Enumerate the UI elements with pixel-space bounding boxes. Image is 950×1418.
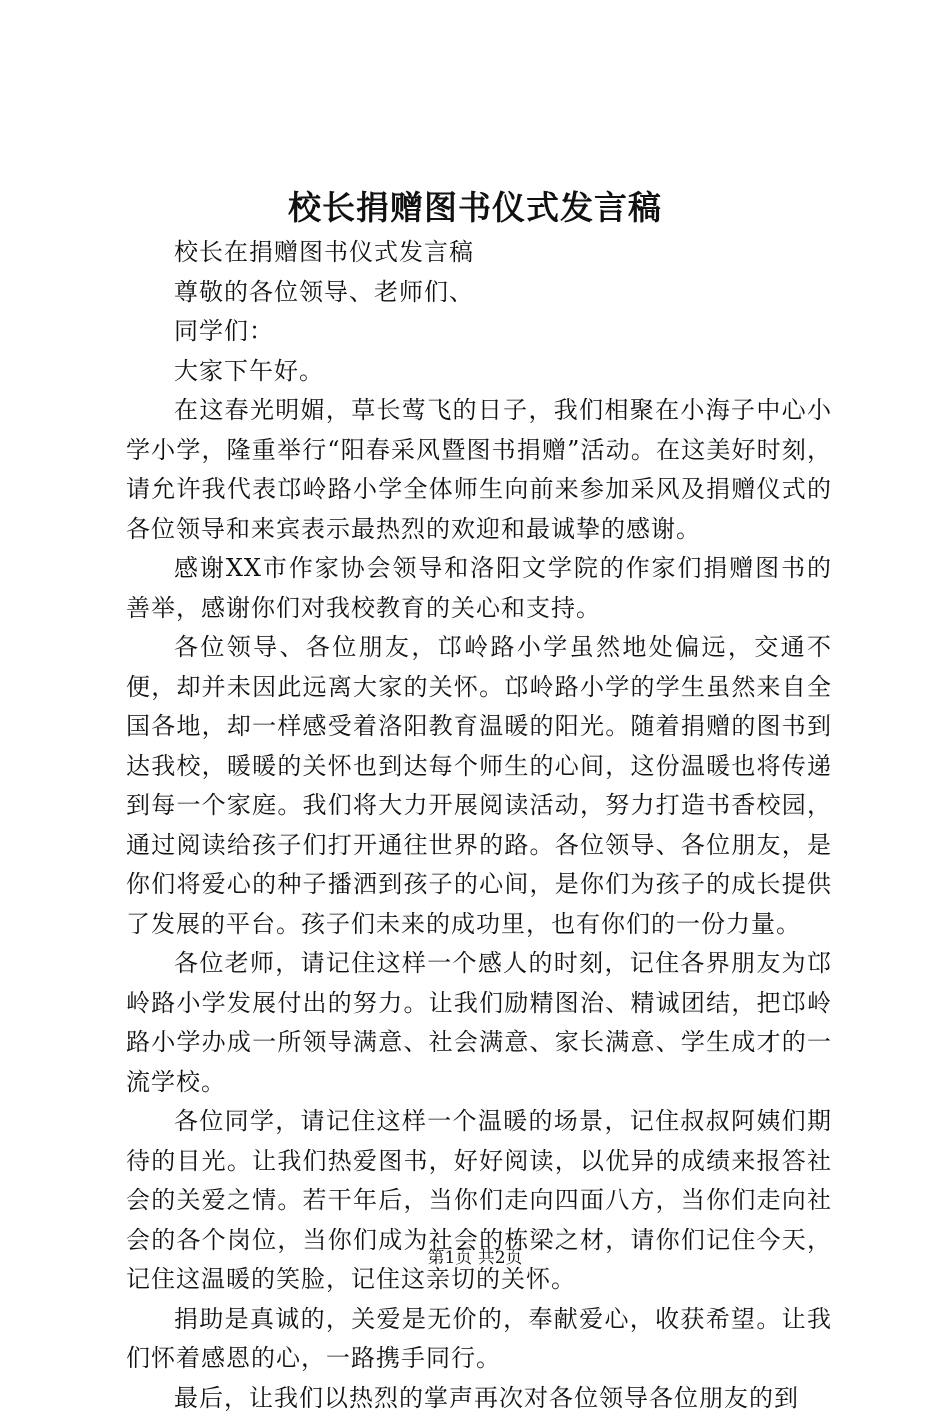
paragraph-thanks: 感谢XX市作家协会领导和洛阳文学院的作家们捐赠图书的善举，感谢你们对我校教育的关心和支持。 <box>126 549 832 628</box>
page-number-footer: 第1页 共2页 <box>0 1247 950 1269</box>
paragraph-subtitle: 校长在捐赠图书仪式发言稿 <box>126 233 832 273</box>
paragraph-closing: 最后，让我们以热烈的掌声再次对各位领导各位朋友的到 <box>126 1379 832 1418</box>
paragraph-donation: 捐助是真诚的，关爱是无价的，奉献爱心，收获希望。让我们怀着感恩的心，一路携手同行。 <box>126 1300 832 1379</box>
paragraph-students: 各位同学，请记住这样一个温暖的场景，记住叔叔阿姨们期待的目光。让我们热爱图书，好好阅读，以优异的成绩来报答社会的关爱之情。若干年后，当你们走向四面八方，当你们走向社会的各个岗位，当你们成为社会的栋梁之材，请你们记住今天，记住这温暖的笑脸，记住这亲切的关怀。 <box>126 1102 832 1300</box>
paragraph-teachers: 各位老师，请记住这样一个感人的时刻，记住各界朋友为邙岭路小学发展付出的努力。让我们励精图治、精诚团结，把邙岭路小学办成一所领导满意、社会满意、家长满意、学生成才的一流学校。 <box>126 944 832 1102</box>
paragraph-greeting: 大家下午好。 <box>126 352 832 392</box>
document-body <box>126 233 832 1418</box>
paragraph-opening: 在这春光明媚，草长莺飞的日子，我们相聚在小海子中心小学小学，隆重举行“阳春采风暨图书捐赠”活动。在这美好时刻，请允许我代表邙岭路小学全体师生向前来参加采风及捐赠仪式的各位领导和来宾表示最热烈的欢迎和最诚挚的感谢。 <box>126 391 832 549</box>
paragraph-salutation-1: 尊敬的各位领导、老师们、 <box>126 273 832 313</box>
paragraph-leaders: 各位领导、各位朋友，邙岭路小学虽然地处偏远，交通不便，却并未因此远离大家的关怀。邙岭路小学的学生虽然来自全国各地，却一样感受着洛阳教育温暖的阳光。随着捐赠的图书到达我校，暖暖的关怀也到达每个师生的心间，这份温暖也将传递到每一个家庭。我们将大力开展阅读活动，努力打造书香校园，通过阅读给孩子们打开通往世界的路。各位领导、各位朋友，是你们将爱心的种子播洒到孩子的心间，是你们为孩子的成长提供了发展的平台。孩子们未来的成功里，也有你们的一份力量。 <box>126 628 832 944</box>
document-title: 校长捐赠图书仪式发言稿 <box>0 184 950 232</box>
paragraph-salutation-2: 同学们： <box>126 312 832 352</box>
